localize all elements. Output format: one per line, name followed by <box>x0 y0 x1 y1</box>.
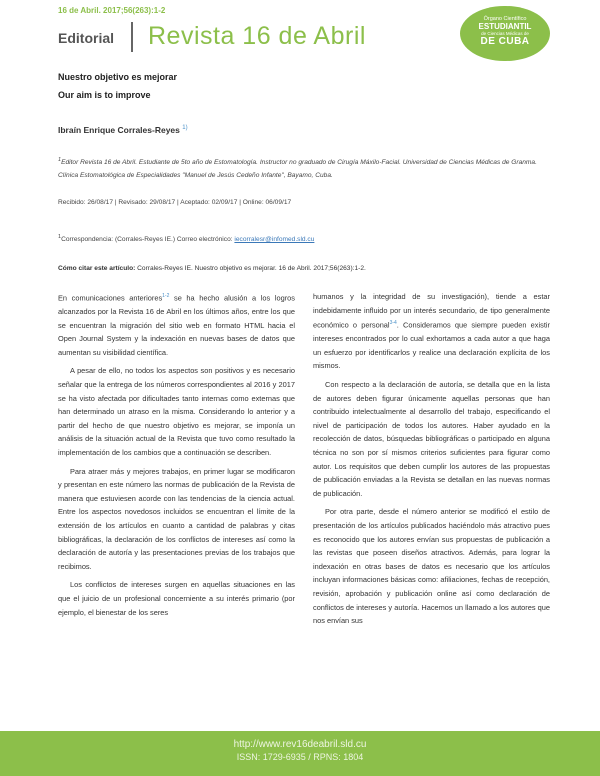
paragraph: Con respecto a la declaración de autoría, se detalla que en la lista de autores deben figurar únicamente aquellas personas que han contribuido intelectualmente al desarrollo del trabajo, especificando el nivel de participación de todos los autores. Haber ayudado en la recolección de datos, búsquedas bibliográficas o participado en alguna técnica no son por sí mismos criterios suficientes para figurar como autor. Los requisitos que deben cumplir los autores de las propuestas de publicación enviadas a la Revista se detallan en las nuevas normas de publicación. <box>313 380 550 498</box>
affiliation <box>58 154 553 182</box>
paragraph-text: humanos y la integridad de su investigación), tiende a estar indebidamente influido por un interés secundario, de tipo generalmente económico o personal <box>313 292 550 330</box>
citation-header: 16 de Abril. 2017;56(263):1-2 <box>58 6 166 15</box>
author-line <box>58 125 188 135</box>
article-title-en: Our aim is to improve <box>58 90 151 100</box>
paragraph <box>313 290 550 373</box>
footer-issn: ISSN: 1729-6935 / RPNS: 1804 <box>236 752 364 762</box>
author-sup: 1) <box>182 125 188 132</box>
paragraph-text: . Consideramos que siempre pueden existir intereses encontrados por lo cual exhortamos a cada autor a que haga un esfuerzo por identificarlos y realice una declaración explícita de los mismos. <box>313 320 550 371</box>
how-to-cite <box>58 265 366 272</box>
citation-sup: 1-2 <box>162 293 170 299</box>
author-name: Ibraín Enrique Corrales-Reyes <box>58 125 180 135</box>
logo-line-3: de Ciencias Médicas de <box>481 31 529 36</box>
paragraph-text: se ha hecho alusión a los logros alcanzados por la Revista 16 de Abril en los últimos años, entre los que se encuentran la migración del sitio web en formato HTML hacia el Open Journal System y la indexación en nuevas bases de datos que aumentan su visibilidad científica. <box>58 293 295 357</box>
logo-line-2: ESTUDIANTIL <box>478 22 532 31</box>
page-footer <box>0 731 600 776</box>
paragraph-text: En comunicaciones anteriores <box>58 293 163 303</box>
section-label: Editorial <box>58 30 115 46</box>
logo-line-4: DE CUBA <box>480 36 530 47</box>
citation-sup: 3-4 <box>389 320 397 327</box>
paragraph: Por otra parte, desde el número anterior se modificó el estilo de presentación de los artículos publicados haciéndolo más atractivo pues es reconocido que los autores envían sus propuestas de publicación a las revistas que poseen diseños atractivos. Además, para lograr la indexación en otras bases de datos es necesario que los artículos incluyan informaciones básicas como: afiliaciones, fechas de recepción, revisión, aprobación y publicación online así como declaración de conflictos de intereses y autoría. Hacemos un llamado a los autores que nos envían sus <box>313 507 550 626</box>
paragraph: A pesar de ello, no todos los aspectos son positivos y es necesario señalar que la entrega de los números correspondientes al 2016 y 2017 se ha visto afectada por dificultades tanto internas como externas que han determinado un atraso en la misma. Considerando lo anterior y a partir del hecho de que nuestro objetivo es mejorar, se imponía un análisis de la situación actual de la Revista que tuvo como resultado la implementación de los cambios que a continuación se describen. <box>58 366 295 457</box>
affiliation-sup: 1 <box>58 157 62 163</box>
correspondence <box>58 234 314 243</box>
journal-logo <box>460 6 550 61</box>
article-title-es: Nuestro objetivo es mejorar <box>58 72 178 82</box>
paragraph <box>58 290 295 359</box>
correspondence-sup: 1 <box>58 234 62 240</box>
logo-line-1: Órgano Científico <box>483 16 527 22</box>
footer-url[interactable]: http://www.rev16deabril.sld.cu <box>233 739 367 750</box>
body-column-right <box>313 290 550 633</box>
paragraph: Los conflictos de intereses surgen en aquellas situaciones en las que el juicio de un profesional concerniente a su interés primario (por ejemplo, el bienestar de los seres <box>58 580 295 617</box>
cite-text: Corrales-Reyes IE. Nuestro objetivo es mejorar. 16 de Abril. 2017;56(263):1-2. <box>135 265 366 272</box>
journal-title: Revista 16 de Abril <box>148 22 366 50</box>
paragraph: Para atraer más y mejores trabajos, en primer lugar se modificaron y presentan en este número las normas de publicación de la Revista de manera que estuviesen acorde con las tendencias de la ciencia actual. Entre los aspectos novedosos incluidos se encuentran el límite de la extensión de los artículos en cuanto a cantidad de palabras y citas bibliográficas, la declaración de los conflictos de intereses así como la declaración de autoría y las presentaciones previas de los trabajos que recibimos. <box>58 466 295 571</box>
correspondence-label: Correspondencia: (Corrales-Reyes IE.) Correo electrónico: <box>61 236 235 244</box>
article-dates: Recibido: 26/08/17 | Revisado: 29/08/17 | Aceptado: 02/09/17 | Online: 06/09/17 <box>58 199 292 206</box>
header-divider <box>131 22 133 52</box>
body-column-left <box>58 290 295 624</box>
affiliation-text: Editor Revista 16 de Abril. Estudiante de 5to año de Estomatología. Instructor no graduado de Cirugía Máxilo-Facial. Universidad de Ciencias Médicas de Granma. Clínica Estomatológica de Especialidades "Manuel de Jesús Cedeño Infante", Bayamo, Cuba. <box>58 159 537 180</box>
email-link[interactable]: iecorralesr@infomed.sld.cu <box>234 236 315 244</box>
cite-label: Cómo citar este artículo: <box>58 265 136 272</box>
